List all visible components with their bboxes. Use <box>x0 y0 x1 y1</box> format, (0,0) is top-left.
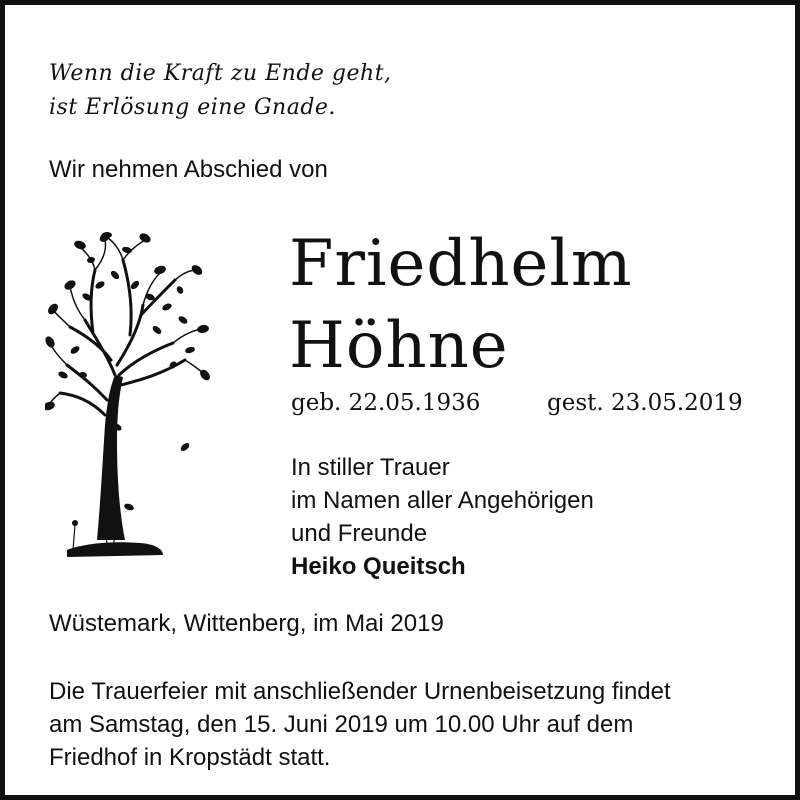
quote-line: Wenn die Kraft zu Ende geht, <box>49 61 392 86</box>
place-date: Wüstemark, Wittenberg, im Mai 2019 <box>49 610 444 637</box>
last-name: Höhne <box>289 309 509 383</box>
quote <box>49 57 392 125</box>
mourning-line: und Freunde <box>291 520 428 547</box>
funeral-info <box>49 675 671 774</box>
death-date: gest. 23.05.2019 <box>547 390 743 416</box>
mourning-line: im Namen aller Angehörigen <box>291 487 594 514</box>
mourning-line: In stiller Trauer <box>291 454 450 481</box>
deceased-name <box>289 223 633 387</box>
funeral-line: Friedhof in Kropstädt statt. <box>49 744 331 771</box>
quote-line: ist Erlösung eine Gnade. <box>49 95 336 120</box>
tree-icon <box>45 225 215 575</box>
life-dates <box>291 388 743 418</box>
mourners-block <box>291 451 594 583</box>
intro-text: Wir nehmen Abschied von <box>49 156 328 183</box>
funeral-line: am Samstag, den 15. Juni 2019 um 10.00 Uhr auf dem <box>49 711 634 738</box>
birth-date: geb. 22.05.1936 <box>291 390 481 416</box>
first-name: Friedhelm <box>289 227 633 301</box>
signer-name: Heiko Queitsch <box>291 553 466 580</box>
funeral-line: Die Trauerfeier mit anschließender Urnenbeisetzung findet <box>49 678 671 705</box>
